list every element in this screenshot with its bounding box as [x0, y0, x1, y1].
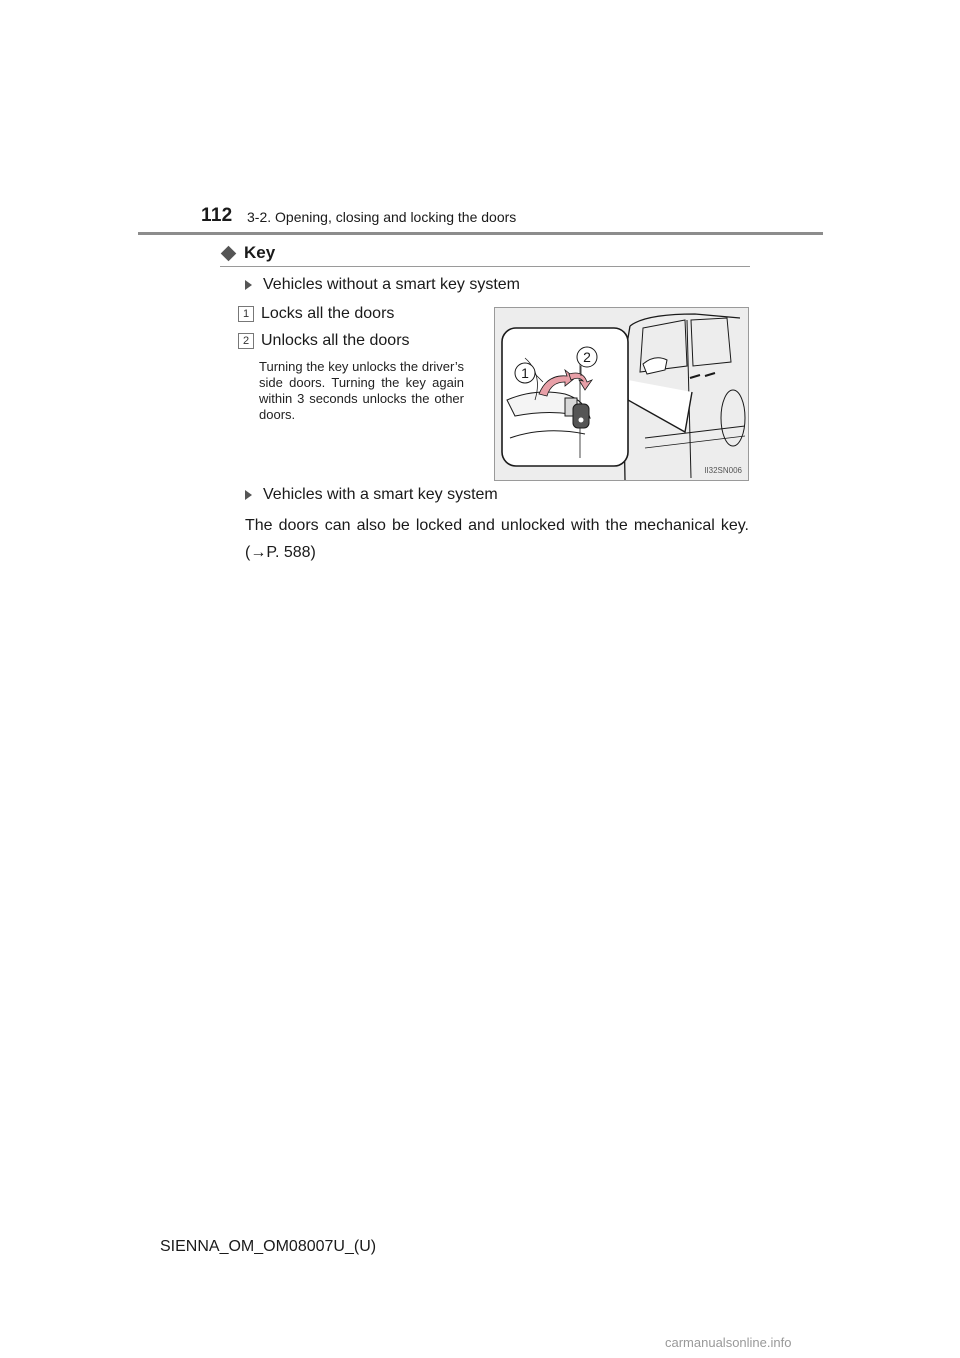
step-number-badge: 2: [238, 333, 254, 349]
bullet-text: Vehicles without a smart key system: [263, 276, 520, 293]
step-number-badge: 1: [238, 306, 254, 322]
key-in-door-drawing: [495, 308, 750, 482]
step-label: Unlocks all the doors: [261, 332, 410, 349]
watermark: carmanualsonline.info: [665, 1335, 792, 1350]
callout-2: 2: [583, 349, 591, 365]
step-label: Locks all the doors: [261, 305, 395, 322]
callout-1: 1: [521, 365, 529, 381]
page-number: 112: [201, 205, 233, 226]
subsection-heading-text: Key: [244, 243, 276, 262]
triangle-bullet-icon: [245, 490, 252, 500]
mechanical-key-paragraph: The doors can also be locked and unlocked with the mechanical key. (→P. 588): [245, 517, 749, 561]
subsection-divider: [220, 266, 750, 267]
bullet-without-smart-key: [245, 276, 520, 294]
section-title: 3-2. Opening, closing and locking the doors: [247, 209, 517, 225]
header-divider: [138, 232, 823, 235]
triangle-bullet-icon: [245, 280, 252, 290]
step-1: [238, 305, 394, 323]
document-id: SIENNA_OM_OM08007U_(U): [160, 1238, 377, 1255]
step-2: [238, 332, 410, 350]
door-lock-illustration: [494, 307, 749, 481]
diamond-bullet-icon: [221, 245, 237, 261]
illustration-code: II32SN006: [704, 466, 742, 475]
bullet-with-smart-key: [245, 486, 498, 504]
bullet-text: Vehicles with a smart key system: [263, 486, 498, 503]
note-text: Turning the key unlocks the driver’s side doors. Turning the key again within 3 seconds unlocks the other doors.: [259, 359, 464, 422]
subsection-heading: [220, 243, 275, 263]
